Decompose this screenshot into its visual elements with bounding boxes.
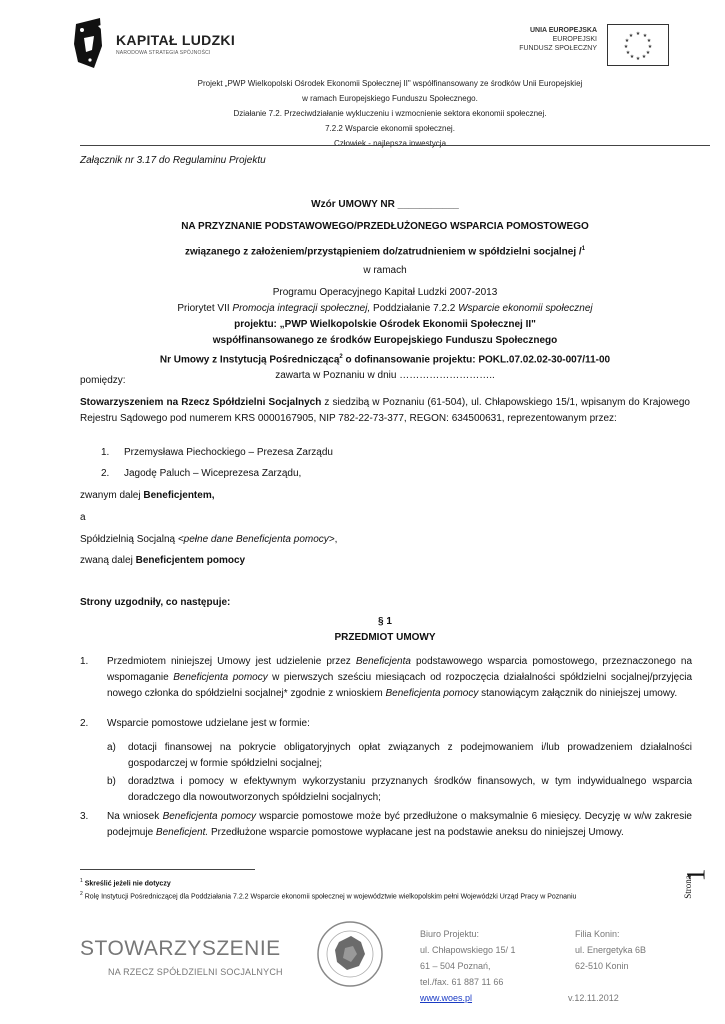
- and-label: a: [80, 512, 86, 523]
- project-line: projektu: „PWP Wielkopolskie Ośrodek Ekonomii Społecznej II": [234, 319, 536, 330]
- priority-name: Promocja integracji społecznej,: [232, 303, 371, 314]
- kapital-ludzki-logo: [72, 16, 272, 70]
- footer-office-phone: tel./fax. 61 887 11 66: [420, 977, 504, 987]
- subaction-text: Poddziałanie 7.2.2: [370, 303, 459, 314]
- eu-logo-line1: UNIA EUROPEJSKA: [529, 27, 597, 34]
- party2-text: Spółdzielnią Socjalną: [80, 534, 178, 545]
- subclause-letter: a): [107, 742, 116, 753]
- kapital-ludzki-title: KAPITAŁ LUDZKI: [116, 32, 236, 48]
- representative-item: [101, 445, 109, 461]
- cofinance-line: współfinansowanego ze środków Europejskiego Funduszu Społecznego: [212, 335, 558, 346]
- svg-text:★: ★: [623, 44, 629, 50]
- header-divider: [80, 145, 710, 146]
- eu-logo-text: [515, 26, 597, 53]
- project-header-line: w ramach Europejskiego Funduszu Społecznego.: [302, 94, 478, 103]
- priority-text: Priorytet VII: [177, 303, 233, 314]
- clause-text: Przedłużone wsparcie pomostowe wypłacane jest na podstawie aneksu do niniejszej Umowy.: [208, 827, 624, 838]
- eu-logo: [515, 24, 665, 66]
- document-version: v.12.11.2012: [568, 993, 619, 1003]
- eu-logo-line2: EUROPEJSKI: [552, 36, 597, 43]
- website-link[interactable]: www.woes.pl: [420, 993, 473, 1003]
- party1-paragraph: [80, 395, 690, 427]
- footer-office-street: ul. Chłapowskiego 15/ 1: [420, 945, 516, 955]
- clause-3: [107, 809, 692, 841]
- footer-branch: [575, 926, 646, 974]
- representative-name: Jagodę Paluch – Wiceprezesa Zarządu,: [124, 468, 302, 479]
- contract-title: Wzór UMOWY NR ___________: [311, 199, 459, 210]
- section-number: § 1: [378, 616, 392, 627]
- page-number-label: Strona: [682, 875, 693, 899]
- clause-text: stanowiącym załącznik do niniejszej umowy.: [478, 688, 678, 699]
- footer-office-city: 61 – 504 Poznań,: [420, 961, 491, 971]
- kapital-ludzki-subtitle: NARODOWA STRATEGIA SPÓJNOŚCI: [116, 50, 211, 56]
- project-header-line: Działanie 7.2. Przeciwdziałanie wykluczeniu i wzmocnienie sektora ekonomii społecznej.: [233, 109, 547, 118]
- clause-term: Beneficjent.: [155, 827, 209, 838]
- clause-2: Wsparcie pomostowe udzielane jest w formie:: [107, 718, 310, 729]
- svg-text:★: ★: [642, 33, 648, 39]
- program-block: [80, 285, 690, 384]
- svg-text:★: ★: [629, 54, 635, 60]
- between-label: pomiędzy:: [80, 375, 126, 386]
- woes-seal-icon: [315, 918, 385, 990]
- agreement-number-line: [80, 349, 690, 368]
- footnote-number: 2: [80, 891, 83, 897]
- clause-term: Beneficjenta pomocy: [173, 672, 268, 683]
- clause-number: 1.: [80, 656, 89, 667]
- clause-text: w pierwszych sześciu miesiącach od rozpoczęcia działalności spółdzielni socjalnej/przyjęcia nowego członka do spółdzielni socjalnej* zgodnie z wnioskiem: [107, 672, 692, 699]
- subclause-letter: b): [107, 776, 116, 787]
- footer-office-label: Biuro Projektu:: [420, 929, 480, 939]
- project-header: [80, 76, 700, 151]
- representative-name: Przemysława Piechockiego – Prezesa Zarządu: [124, 447, 333, 458]
- clause-term: Beneficjenta pomocy: [162, 811, 256, 822]
- stowarzyszenie-logo-subtitle: NA RZECZ SPÓŁDZIELNI SOCJALNYCH: [108, 967, 283, 977]
- page-number: [681, 860, 711, 920]
- footer-branch-street: ul. Energetyka 6B: [575, 945, 647, 955]
- clause-text: wsparcie pomostowe może być przedłużone o maksymalnie 6 miesięcy. Decyzję w w/w zakresie podejmuje: [107, 811, 692, 838]
- stowarzyszenie-logo-title: STOWARZYSZENIE: [80, 937, 281, 960]
- beneficiary-aid-label: Beneficjentem pomocy: [135, 555, 246, 566]
- section-title: PRZEDMIOT UMOWY: [334, 632, 436, 643]
- clause-number: 2.: [80, 718, 89, 729]
- footnote-number: 1: [80, 878, 83, 884]
- clause-1: [107, 654, 692, 702]
- clause-term: Beneficjenta: [355, 656, 411, 667]
- kapital-ludzki-emblem-icon: [72, 16, 112, 70]
- footer-branch-city: 62-510 Konin: [575, 961, 629, 971]
- party2-called: [80, 553, 245, 569]
- clause-text: podstawowego wsparcia pomostowego, przeznaczonego na wspomaganie: [107, 656, 693, 683]
- subaction-name: Wsparcie ekonomii społecznej: [458, 303, 593, 314]
- beneficiary-label: Beneficjentem,: [143, 490, 215, 501]
- eu-logo-line3: FUNDUSZ SPOŁECZNY: [519, 45, 597, 52]
- within-label: w ramach: [363, 265, 407, 276]
- called-text: zwaną dalej: [80, 555, 136, 566]
- called-text: zwanym dalej: [80, 490, 144, 501]
- program-line: Programu Operacyjnego Kapitał Ludzki 2007-2013: [272, 287, 498, 298]
- footnote-1: [80, 876, 700, 889]
- parties-agreed: Strony uzgodniły, co następuje:: [80, 597, 231, 608]
- footnote-text: Rolę Instytucji Pośredniczącej dla Poddziałania 7.2.2 Wsparcie ekonomii społecznej w województwie wielkopolskim pełni Wojewódzki Urząd Pracy w Poznaniu: [84, 893, 577, 901]
- subclause-a: dotacji finansowej na pokrycie obligatoryjnych opłat związanych z podejmowaniem i/lub prowadzeniem działalności gospodarczej w formie spółdzielni socjalnej;: [128, 742, 692, 769]
- clause-text: Na wniosek: [107, 811, 163, 822]
- agreement-number-value: o dofinansowanie projektu: POKL.07.02.02-30-007/11-00: [342, 354, 611, 366]
- subclause-text: doradztwa i pomocy w efektywnym wykorzystaniu przyznanych środków finansowych, w tym indywidualnego wsparcia doradczego dla nowoutworzonych spółdzielni socjalnych;: [128, 776, 692, 803]
- project-header-line: Projekt „PWP Wielkopolski Ośrodek Ekonomii Społecznej II" współfinansowany ze środków Unii Europejskiej: [197, 79, 583, 88]
- contract-subtitle: NA PRZYZNANIE PODSTAWOWEGO/PRZEDŁUŻONEGO WSPARCIA POMOSTOWEGO: [181, 221, 589, 232]
- svg-text:★: ★: [647, 44, 653, 50]
- footnote-ref: 1: [581, 246, 586, 252]
- party1-name: Stowarzyszeniem na Rzecz Spółdzielni Socjalnych: [80, 397, 322, 408]
- page-number-value: 1: [681, 868, 711, 882]
- party2-placeholder: <pełne dane Beneficjenta pomocy>: [177, 534, 335, 545]
- contract-scope-text: związanego z założeniem/przystąpieniem do/zatrudnieniem w spółdzielni socjalnej /: [184, 246, 582, 258]
- party2-line: [80, 532, 337, 548]
- party2-comma: ,: [334, 534, 338, 545]
- concluded-line: zawarta w Poznaniu w dniu ………………………..: [275, 370, 495, 382]
- eu-flag-icon: [607, 24, 669, 66]
- project-header-line: 7.2.2 Wsparcie ekonomii społecznej.: [325, 124, 455, 133]
- svg-text:★: ★: [624, 38, 630, 44]
- svg-text:★: ★: [625, 50, 631, 56]
- svg-text:★: ★: [646, 38, 652, 44]
- list-number: 2.: [101, 468, 110, 479]
- footnote-divider: [80, 869, 255, 870]
- representative-item: [101, 466, 109, 482]
- clause-number: 3.: [80, 811, 89, 822]
- clause-text: Przedmiotem niniejszej Umowy jest udzielenie przez: [107, 656, 356, 667]
- footnote-2: [80, 889, 700, 902]
- svg-text:★: ★: [635, 56, 641, 62]
- contract-scope: [80, 241, 690, 260]
- stowarzyszenie-logo: [80, 935, 285, 985]
- clause-term: Beneficjenta pomocy: [385, 688, 479, 699]
- svg-text:★: ★: [628, 33, 634, 39]
- project-header-line: Człowiek - najlepsza inwestycja: [333, 139, 447, 148]
- subclause-b: [128, 774, 692, 806]
- priority-line: [80, 301, 690, 317]
- footnote-ref: 2: [339, 354, 343, 360]
- footer-office: [420, 926, 516, 1006]
- party1-details: z siedzibą w Poznaniu (61-504), ul. Chłapowskiego 15/1, wpisanym do Krajowego Rejestru Sądowego pod numerem KRS 0000167905, NIP 782-22-73-377, REGON: 634500631, reprezentowanym przez:: [80, 397, 690, 424]
- agreement-number-text: Nr Umowy z Instytucją Pośredniczącą: [159, 354, 340, 366]
- list-number: 1.: [101, 447, 110, 458]
- footer-branch-label: Filia Konin:: [575, 929, 620, 939]
- footnote-text: Skreślić jeżeli nie dotyczy: [84, 880, 171, 888]
- annex-label: Załącznik nr 3.17 do Regulaminu Projektu: [80, 155, 266, 166]
- svg-text:★: ★: [641, 54, 647, 60]
- svg-text:★: ★: [645, 50, 651, 56]
- svg-text:★: ★: [635, 31, 641, 37]
- party1-called: [80, 488, 215, 504]
